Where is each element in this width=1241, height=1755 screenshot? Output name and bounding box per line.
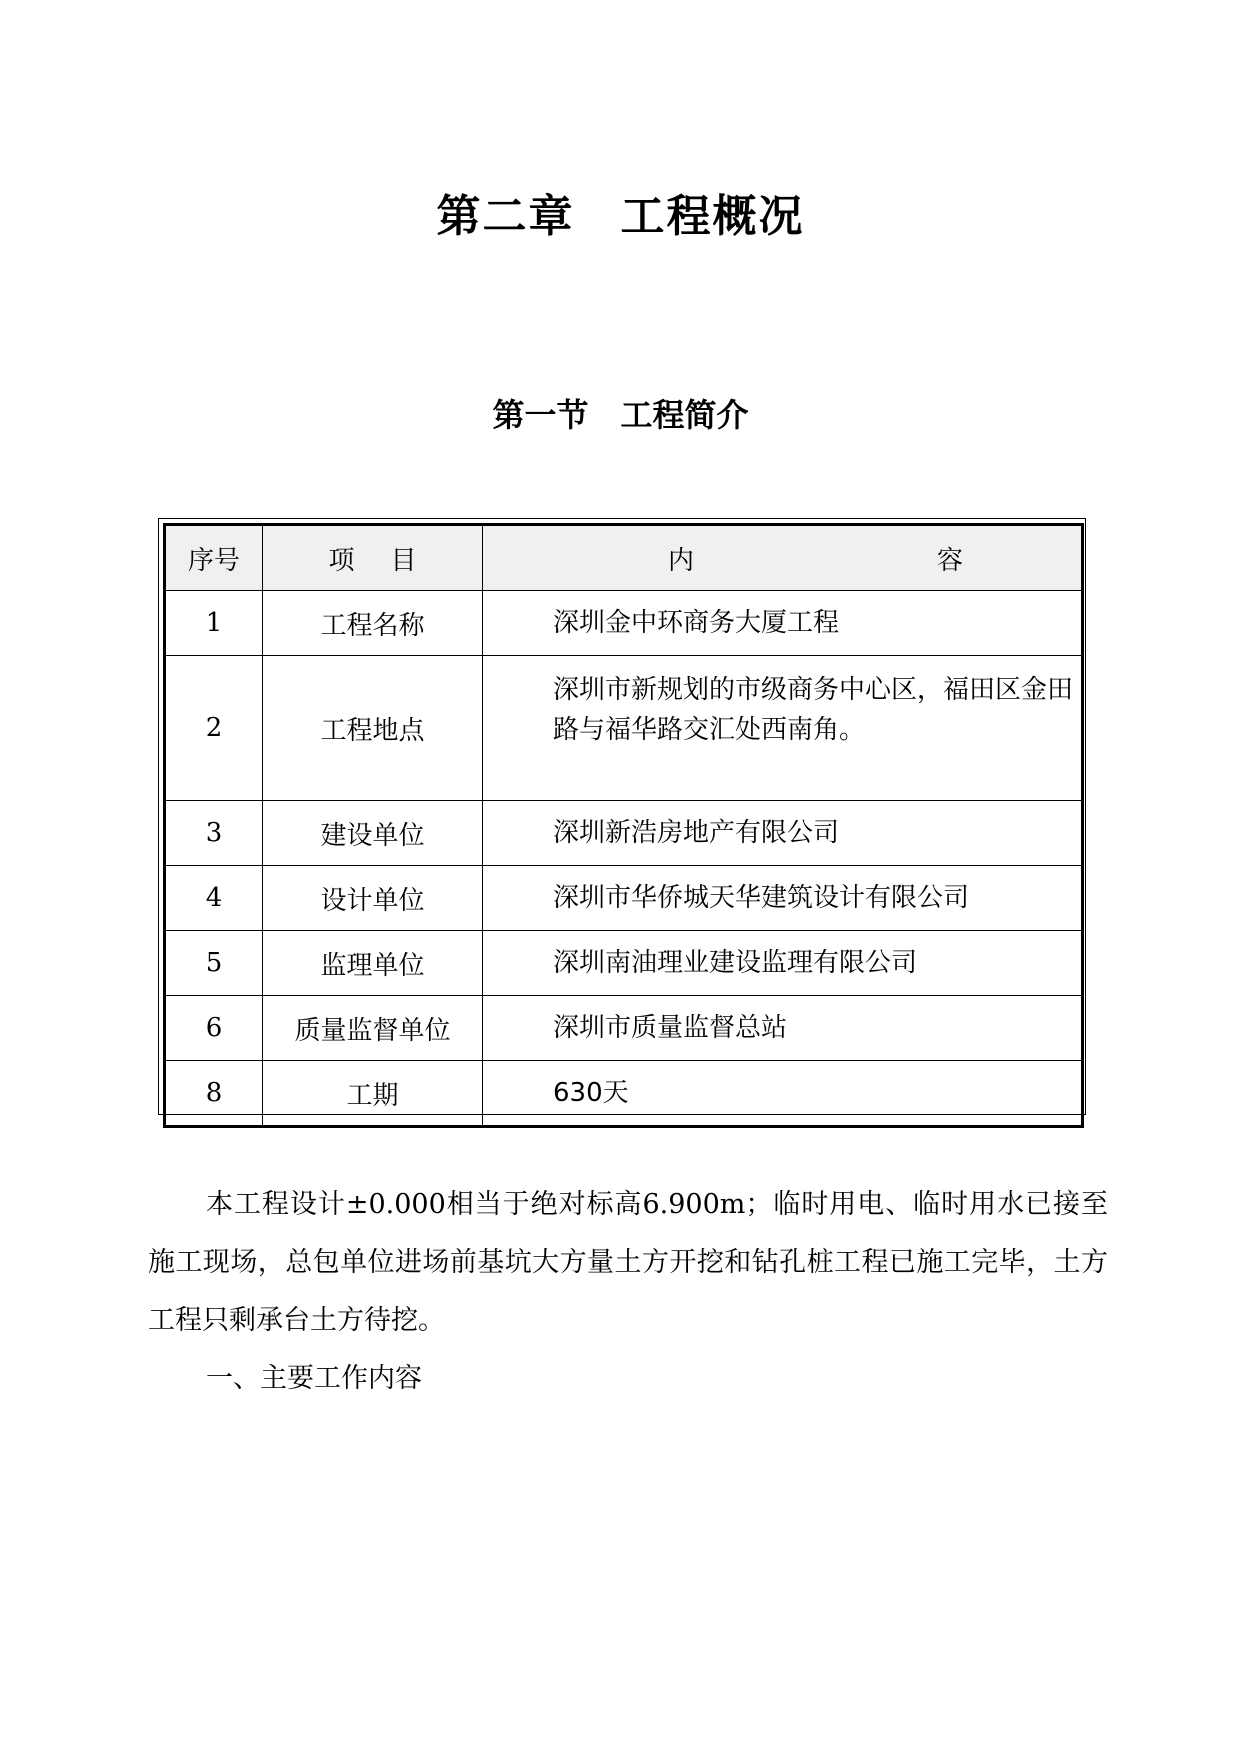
- table-row: [165, 1061, 1083, 1127]
- row-item: 建设单位: [263, 801, 483, 866]
- duration-unit: 天: [602, 1077, 629, 1108]
- row-no: 2: [165, 656, 263, 801]
- duration-number: 630: [553, 1077, 603, 1108]
- table-row: [165, 931, 1083, 996]
- row-no: 6: [165, 996, 263, 1061]
- section-title: 第一节 工程简介: [492, 396, 749, 434]
- row-item: 工程地点: [263, 656, 483, 801]
- row-content: 深圳新浩房地产有限公司: [483, 801, 1083, 866]
- row-item: 工期: [263, 1061, 483, 1127]
- table-row: [165, 996, 1083, 1061]
- subsection-heading: 一、主要工作内容: [206, 1363, 422, 1394]
- body-paragraph: 本工程设计±0.000相当于绝对标高6.900m；临时用电、临时用水已接至施工现场，总包单位进场前基坑大方量土方开挖和钻孔桩工程已施工完毕，土方工程只剩承台土方待挖。: [148, 1189, 1108, 1336]
- header-content: [483, 525, 1083, 591]
- row-item: 工程名称: [263, 591, 483, 656]
- header-content-right: 容: [936, 545, 963, 576]
- row-content: 深圳市质量监督总站: [483, 996, 1083, 1061]
- header-content-left: 内: [668, 545, 695, 576]
- project-info-table: [163, 523, 1084, 1128]
- row-no: 1: [165, 591, 263, 656]
- row-content: 深圳金中环商务大厦工程: [483, 591, 1083, 656]
- header-item: 项目: [263, 525, 483, 591]
- row-no: 8: [165, 1061, 263, 1127]
- row-item: 监理单位: [263, 931, 483, 996]
- row-content: 深圳市华侨城天华建筑设计有限公司: [483, 866, 1083, 931]
- row-content: 深圳市新规划的市级商务中心区，福田区金田路与福华路交汇处西南角。: [483, 656, 1083, 801]
- table-row: [165, 866, 1083, 931]
- row-no: 5: [165, 931, 263, 996]
- header-no: 序号: [165, 525, 263, 591]
- row-content: [483, 1061, 1083, 1127]
- table-header-row: [165, 525, 1083, 591]
- table-row: [165, 801, 1083, 866]
- table-row: [165, 591, 1083, 656]
- row-content: 深圳南油理业建设监理有限公司: [483, 931, 1083, 996]
- chapter-title: 第二章 工程概况: [436, 191, 805, 242]
- row-no: 4: [165, 866, 263, 931]
- row-item: 质量监督单位: [263, 996, 483, 1061]
- row-no: 3: [165, 801, 263, 866]
- row-item: 设计单位: [263, 866, 483, 931]
- table-row: [165, 656, 1083, 801]
